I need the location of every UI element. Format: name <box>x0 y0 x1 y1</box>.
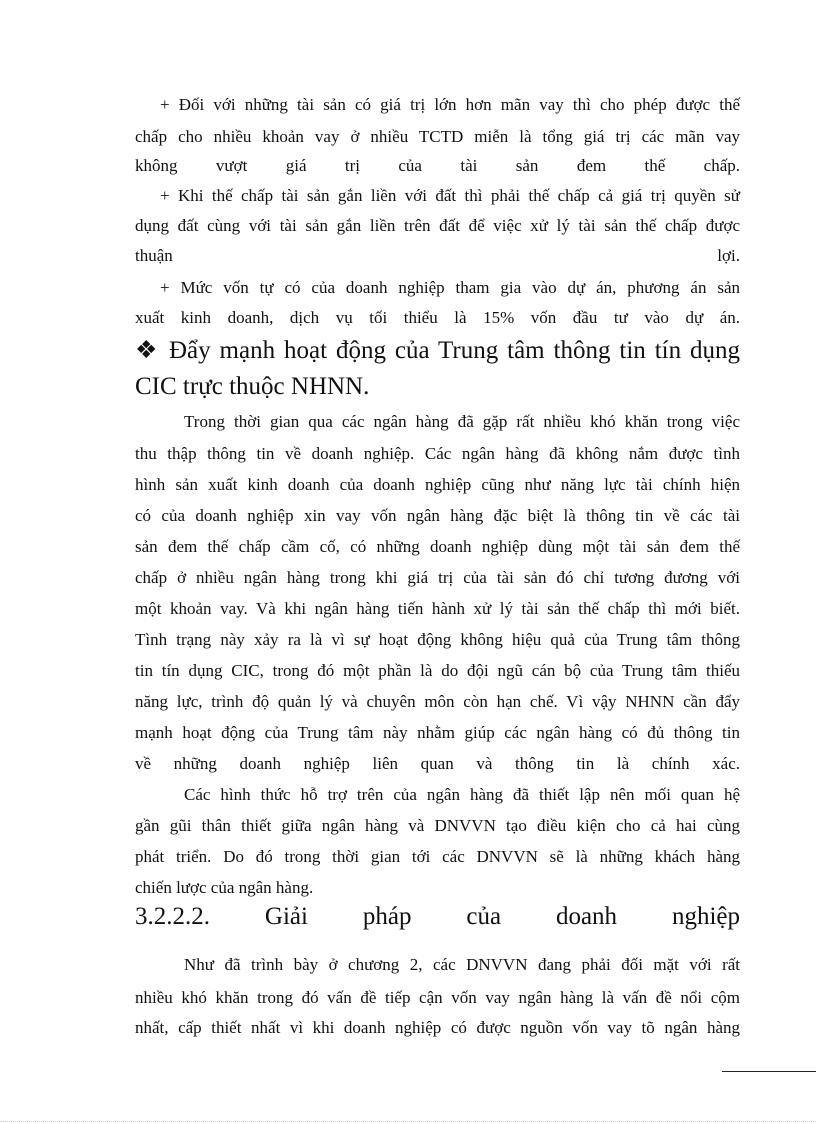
text-line: có của doanh nghiệp xin vay vốn ngân hàng đặc biệt là thông tin về các tài <box>135 506 740 525</box>
text-line: thuận lợi. <box>135 246 740 265</box>
text-line: Trong thời gian qua các ngân hàng đã gặp rất nhiều khó khăn trong việc <box>184 412 740 431</box>
text-line: một khoản vay. Và khi ngân hàng tiến hành xử lý tài sản thế chấp thì mới biết. <box>135 599 740 618</box>
text-line: + Khi thế chấp tài sản gắn liền với đất thì phải thế chấp cả giá trị quyền sử <box>160 186 740 205</box>
text-line: dụng đất cùng với tài sản gắn liền trên đất để việc xử lý tài sản thế chấp được <box>135 216 740 235</box>
text-line: + Đối với những tài sản có giá trị lớn hơn mãn vay thì cho phép được thế <box>160 95 740 114</box>
text-line: chấp cho nhiều khoản vay ở nhiều TCTD miễn là tổng giá trị các mãn vay <box>135 127 740 146</box>
text-line: chiến lược của ngân hàng. <box>135 878 314 897</box>
text-line: thu thập thông tin về doanh nghiệp. Các ngân hàng đã không nắm được tình <box>135 444 740 463</box>
text-line: nhất, cấp thiết nhất vì khi doanh nghiệp có được nguồn vốn vay tõ ngân hàng <box>135 1018 740 1037</box>
text-line: hình sản xuất kinh doanh của doanh nghiệp cũng như năng lực tài chính hiện <box>135 475 740 494</box>
section-heading: CIC trực thuộc NHNN. <box>135 373 370 400</box>
section-heading: ❖ Đẩy mạnh hoạt động của Trung tâm thông tin tín dụng <box>135 337 740 364</box>
text-line: tin tín dụng CIC, trong đó một phần là do đội ngũ cán bộ của Trung tâm thiếu <box>135 661 740 680</box>
text-line: Các hình thức hỗ trợ trên của ngân hàng đã thiết lập nên mối quan hệ <box>184 785 740 804</box>
text-line: Như đã trình bày ở chương 2, các DNVVN đang phải đối mặt với rất <box>184 955 740 974</box>
text-line: + Mức vốn tự có của doanh nghiệp tham gia vào dự án, phương án sản <box>160 278 740 297</box>
text-line: chấp ở nhiều ngân hàng trong khi giá trị của tài sản đó chỉ tương đương với <box>135 568 740 587</box>
text-line: không vượt giá trị của tài sản đem thế chấp. <box>135 156 740 175</box>
text-line: về những doanh nghiệp liên quan và thông tin là chính xác. <box>135 754 740 773</box>
text-line: gần gũi thân thiết giữa ngân hàng và DNVVN tạo điều kiện cho cả hai cùng <box>135 816 740 835</box>
text-line: nhiều khó khăn trong đó vấn đề tiếp cận vốn vay ngân hàng là vấn đề nổi cộm <box>135 988 740 1007</box>
text-line: xuất kinh doanh, dịch vụ tối thiểu là 15% vốn đầu tư vào dự án. <box>135 308 740 327</box>
footnote-rule <box>722 1071 816 1072</box>
text-line: sản đem thế chấp cầm cố, có những doanh nghiệp dùng một tài sản đem thế <box>135 537 740 556</box>
page-bottom-edge <box>0 1121 816 1122</box>
text-line: năng lực, trình độ quản lý và chuyên môn còn hạn chế. Vì vậy NHNN cần đẩy <box>135 692 740 711</box>
text-line: Tình trạng này xảy ra là vì sự hoạt động không hiệu quả của Trung tâm thông <box>135 630 740 649</box>
subsection-heading: 3.2.2.2. Giải pháp của doanh nghiệp <box>135 903 740 930</box>
text-line: mạnh hoạt động của Trung tâm này nhằm giúp các ngân hàng có đủ thông tin <box>135 723 740 742</box>
text-line: phát triển. Do đó trong thời gian tới các DNVVN sẽ là những khách hàng <box>135 847 740 866</box>
